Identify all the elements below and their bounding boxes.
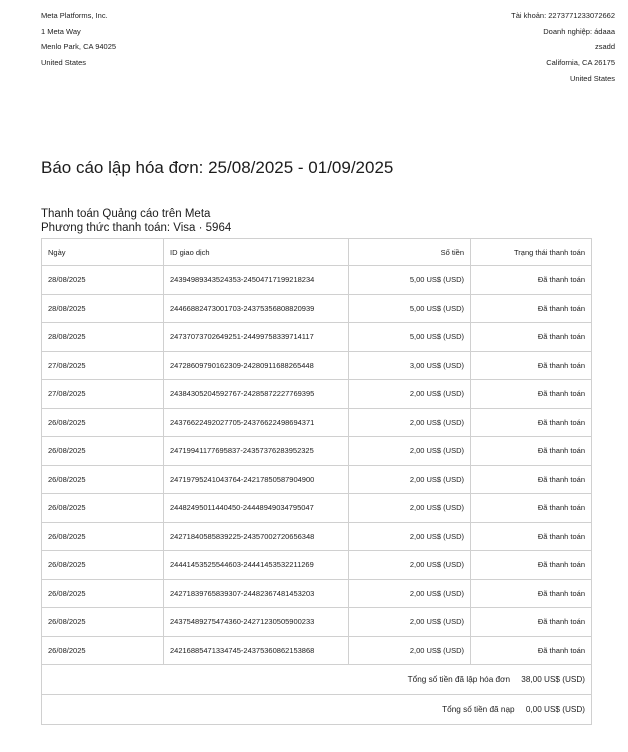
table-row <box>42 294 592 323</box>
cell-date: 26/08/2025 <box>42 494 164 523</box>
cell-amount: 5,00 US$ (USD) <box>349 266 471 295</box>
table-row <box>42 323 592 352</box>
buyer-city: California, CA 26175 <box>546 58 615 68</box>
cell-transaction-id: 24376622492027705-24376622498694371 <box>164 408 349 437</box>
table-row <box>42 494 592 523</box>
cell-date: 26/08/2025 <box>42 608 164 637</box>
cell-transaction-id: 24384305204592767-24285872227769395 <box>164 380 349 409</box>
cell-amount: 2,00 US$ (USD) <box>349 408 471 437</box>
cell-date: 26/08/2025 <box>42 551 164 580</box>
cell-status: Đã thanh toán <box>471 408 592 437</box>
cell-status: Đã thanh toán <box>471 608 592 637</box>
buyer-address <box>511 8 615 87</box>
cell-status: Đã thanh toán <box>471 266 592 295</box>
cell-date: 26/08/2025 <box>42 579 164 608</box>
total-invoiced-row <box>42 665 592 695</box>
seller-country: United States <box>41 58 87 68</box>
cell-transaction-id: 24737073702649251-24499758339714117 <box>164 323 349 352</box>
cell-date: 28/08/2025 <box>42 266 164 295</box>
buyer-country: United States <box>569 73 615 83</box>
cell-amount: 2,00 US$ (USD) <box>349 494 471 523</box>
cell-transaction-id: 24271840585839225-24357002720656348 <box>164 522 349 551</box>
seller-name: Meta Platforms, Inc. <box>41 11 108 20</box>
cell-transaction-id: 24482495011440450-24448949034795047 <box>164 494 349 523</box>
cell-date: 26/08/2025 <box>42 465 164 494</box>
payment-method: Phương thức thanh toán: Visa · 5964 <box>41 222 232 234</box>
report-subtitle: Thanh toán Quảng cáo trên Meta <box>41 208 211 220</box>
cell-status: Đã thanh toán <box>471 437 592 466</box>
table-row <box>42 380 592 409</box>
cell-status: Đã thanh toán <box>471 380 592 409</box>
cell-date: 28/08/2025 <box>42 323 164 352</box>
cell-transaction-id: 24719795241043764-24217850587904900 <box>164 465 349 494</box>
cell-date: 27/08/2025 <box>42 351 164 380</box>
table-row <box>42 437 592 466</box>
total-invoiced-label: Tổng số tiền đã lập hóa đơn <box>407 675 510 684</box>
total-charged-row <box>42 695 592 725</box>
account-id: Tài khoản: 2273771233072662 <box>511 11 615 20</box>
table-row <box>42 266 592 295</box>
header-transaction-id: ID giao dịch <box>164 239 349 266</box>
cell-date: 27/08/2025 <box>42 380 164 409</box>
cell-status: Đã thanh toán <box>471 294 592 323</box>
cell-amount: 5,00 US$ (USD) <box>349 294 471 323</box>
cell-status: Đã thanh toán <box>471 351 592 380</box>
transactions-table <box>41 238 592 725</box>
table-row <box>42 465 592 494</box>
cell-amount: 2,00 US$ (USD) <box>349 636 471 665</box>
table-row <box>42 351 592 380</box>
cell-date: 26/08/2025 <box>42 408 164 437</box>
cell-status: Đã thanh toán <box>471 494 592 523</box>
cell-amount: 2,00 US$ (USD) <box>349 380 471 409</box>
cell-date: 28/08/2025 <box>42 294 164 323</box>
cell-transaction-id: 24728609790162309-24280911688265448 <box>164 351 349 380</box>
table-header-row <box>42 239 592 266</box>
table-row <box>42 608 592 637</box>
buyer-street: zsadd <box>594 42 615 52</box>
table-row <box>42 551 592 580</box>
cell-transaction-id: 24441453525544603-24441453532211269 <box>164 551 349 580</box>
cell-status: Đã thanh toán <box>471 551 592 580</box>
cell-status: Đã thanh toán <box>471 465 592 494</box>
header-date: Ngày <box>42 239 164 266</box>
cell-status: Đã thanh toán <box>471 636 592 665</box>
cell-amount: 2,00 US$ (USD) <box>349 551 471 580</box>
cell-transaction-id: 24719941177695837-24357376283952325 <box>164 437 349 466</box>
cell-status: Đã thanh toán <box>471 323 592 352</box>
table-row <box>42 408 592 437</box>
header-amount: Số tiền <box>349 239 471 266</box>
seller-city: Menlo Park, CA 94025 <box>41 42 117 52</box>
business-name: Doanh nghiệp: ádaaa <box>543 26 615 36</box>
cell-amount: 2,00 US$ (USD) <box>349 522 471 551</box>
cell-status: Đã thanh toán <box>471 579 592 608</box>
total-invoiced-value: 38,00 US$ (USD) <box>521 675 585 684</box>
seller-street: 1 Meta Way <box>41 26 81 36</box>
cell-amount: 3,00 US$ (USD) <box>349 351 471 380</box>
cell-transaction-id: 24375489275474360-24271230505900233 <box>164 608 349 637</box>
header-status: Trạng thái thanh toán <box>471 239 592 266</box>
cell-transaction-id: 24216885471334745-24375360862153868 <box>164 636 349 665</box>
cell-amount: 5,00 US$ (USD) <box>349 323 471 352</box>
cell-amount: 2,00 US$ (USD) <box>349 437 471 466</box>
total-charged-label: Tổng số tiền đã nạp <box>442 705 515 714</box>
cell-transaction-id: 24271839765839307-24482367481453203 <box>164 579 349 608</box>
cell-status: Đã thanh toán <box>471 522 592 551</box>
cell-amount: 2,00 US$ (USD) <box>349 608 471 637</box>
cell-transaction-id: 24466882473001703-24375356808820939 <box>164 294 349 323</box>
table-row <box>42 636 592 665</box>
cell-amount: 2,00 US$ (USD) <box>349 465 471 494</box>
table-row <box>42 522 592 551</box>
seller-address <box>41 8 116 71</box>
table-row <box>42 579 592 608</box>
cell-transaction-id: 24394989343524353-24504717199218234 <box>164 266 349 295</box>
cell-date: 26/08/2025 <box>42 522 164 551</box>
total-charged-value: 0,00 US$ (USD) <box>525 705 585 714</box>
cell-date: 26/08/2025 <box>42 636 164 665</box>
cell-date: 26/08/2025 <box>42 437 164 466</box>
cell-amount: 2,00 US$ (USD) <box>349 579 471 608</box>
report-title: Báo cáo lập hóa đơn: 25/08/2025 - 01/09/2025 <box>41 158 394 177</box>
